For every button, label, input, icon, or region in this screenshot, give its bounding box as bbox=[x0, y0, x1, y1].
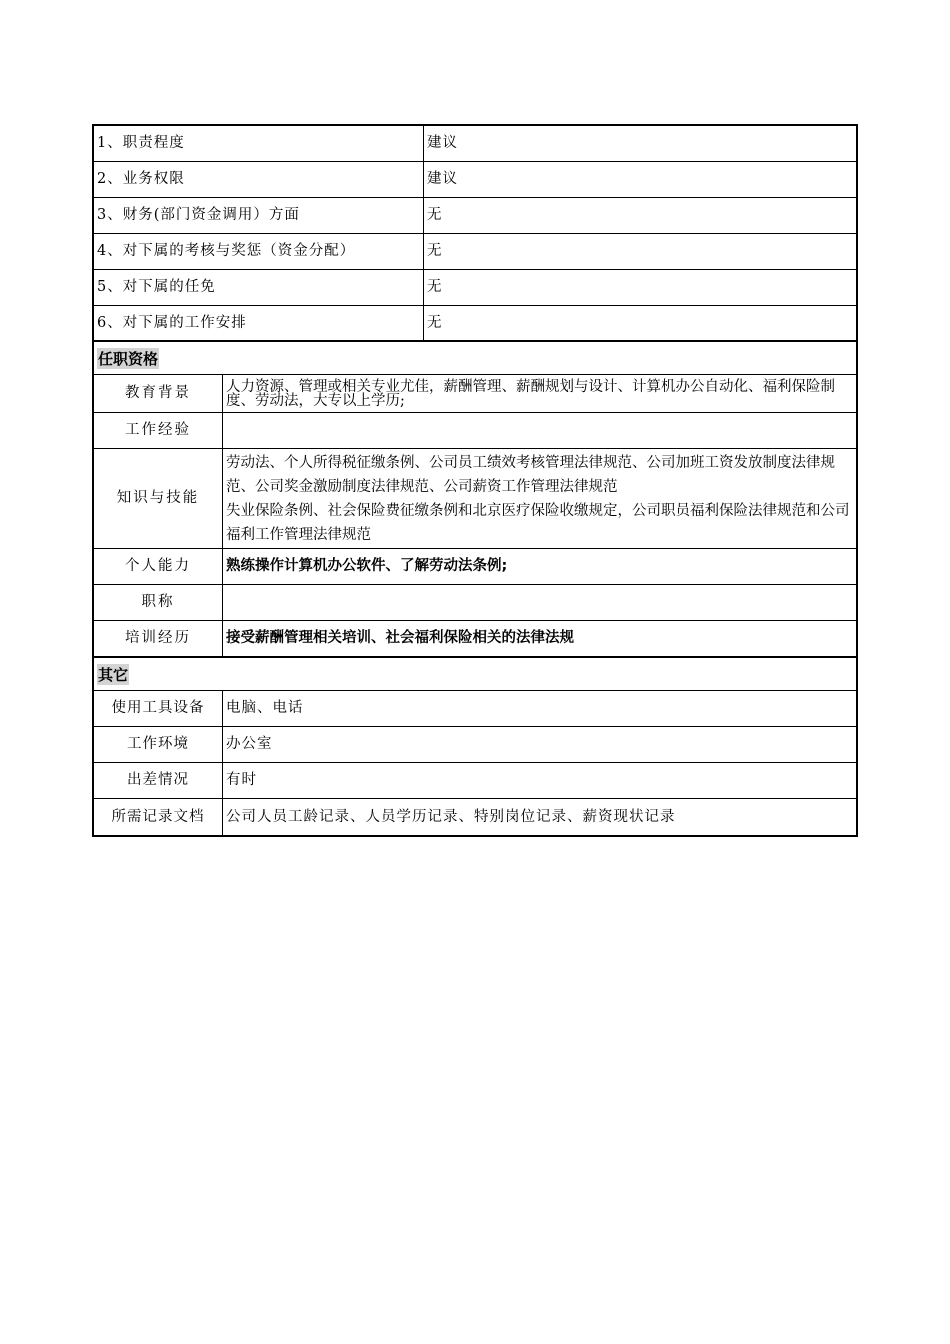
qualifications-header bbox=[94, 342, 856, 375]
knowledge-line: 劳动法、个人所得税征缴条例、公司员工绩效考核管理法律规范、公司加班工资发放制度法律规范、公司奖金激励制度法律规范、公司薪资工作管理法律规范 bbox=[226, 455, 835, 495]
authority-row bbox=[94, 234, 856, 270]
authority-row bbox=[94, 198, 856, 234]
section-title: 任职资格 bbox=[98, 349, 159, 368]
experience-value bbox=[223, 413, 856, 448]
authority-item: 4、对下属的考核与奖惩（资金分配） bbox=[94, 234, 424, 269]
knowledge-row bbox=[94, 449, 856, 549]
authority-item: 1、职责程度 bbox=[94, 126, 424, 161]
knowledge-value bbox=[223, 449, 856, 548]
authority-value: 无 bbox=[427, 207, 443, 223]
records-label: 所需记录文档 bbox=[94, 799, 223, 835]
authority-value: 建议 bbox=[427, 171, 458, 187]
authority-row bbox=[94, 162, 856, 198]
authority-row bbox=[94, 126, 856, 162]
authority-row bbox=[94, 306, 856, 342]
other-header bbox=[94, 658, 856, 691]
ability-value: 熟练操作计算机办公软件、了解劳动法条例; bbox=[226, 558, 508, 574]
authority-item: 6、对下属的工作安排 bbox=[94, 306, 424, 340]
experience-label: 工作经验 bbox=[94, 413, 223, 448]
travel-value: 有时 bbox=[226, 772, 257, 788]
tools-label: 使用工具设备 bbox=[94, 691, 223, 726]
training-label: 培训经历 bbox=[94, 621, 223, 656]
authority-row bbox=[94, 270, 856, 306]
training-row bbox=[94, 621, 856, 658]
tools-row bbox=[94, 691, 856, 727]
records-value: 公司人员工龄记录、人员学历记录、特别岗位记录、薪资现状记录 bbox=[226, 808, 676, 825]
authority-item: 5、对下属的任免 bbox=[94, 270, 424, 305]
travel-row bbox=[94, 763, 856, 799]
environment-row bbox=[94, 727, 856, 763]
authority-value: 无 bbox=[427, 314, 443, 331]
title-rank-label: 职称 bbox=[94, 585, 223, 620]
records-row bbox=[94, 799, 856, 835]
authority-item: 3、财务(部门资金调用）方面 bbox=[94, 198, 424, 233]
knowledge-label: 知识与技能 bbox=[94, 449, 223, 548]
experience-row bbox=[94, 413, 856, 449]
ability-label: 个人能力 bbox=[94, 549, 223, 584]
education-row bbox=[94, 375, 856, 413]
authority-value: 无 bbox=[427, 243, 443, 259]
section-title: 其它 bbox=[98, 665, 129, 684]
training-value: 接受薪酬管理相关培训、社会福利保险相关的法律法规 bbox=[226, 630, 574, 646]
title-rank-row bbox=[94, 585, 856, 621]
travel-label: 出差情况 bbox=[94, 763, 223, 798]
tools-value: 电脑、电话 bbox=[226, 700, 304, 716]
education-label: 教育背景 bbox=[94, 375, 223, 412]
environment-label: 工作环境 bbox=[94, 727, 223, 762]
authority-value: 建议 bbox=[427, 135, 458, 151]
education-value: 人力资源、管理或相关专业尤佳，薪酬管理、薪酬规划与设计、计算机办公自动化、福利保险制度、劳动法，大专以上学历; bbox=[226, 378, 835, 409]
job-description-table bbox=[92, 124, 858, 837]
authority-value: 无 bbox=[427, 279, 443, 295]
authority-item: 2、业务权限 bbox=[94, 162, 424, 197]
environment-value: 办公室 bbox=[226, 736, 273, 752]
title-rank-value bbox=[223, 585, 856, 620]
ability-row bbox=[94, 549, 856, 585]
knowledge-line: 失业保险条例、社会保险费征缴条例和北京医疗保险收缴规定，公司职员福利保险法律规范和公司福利工作管理法律规范 bbox=[226, 503, 850, 543]
